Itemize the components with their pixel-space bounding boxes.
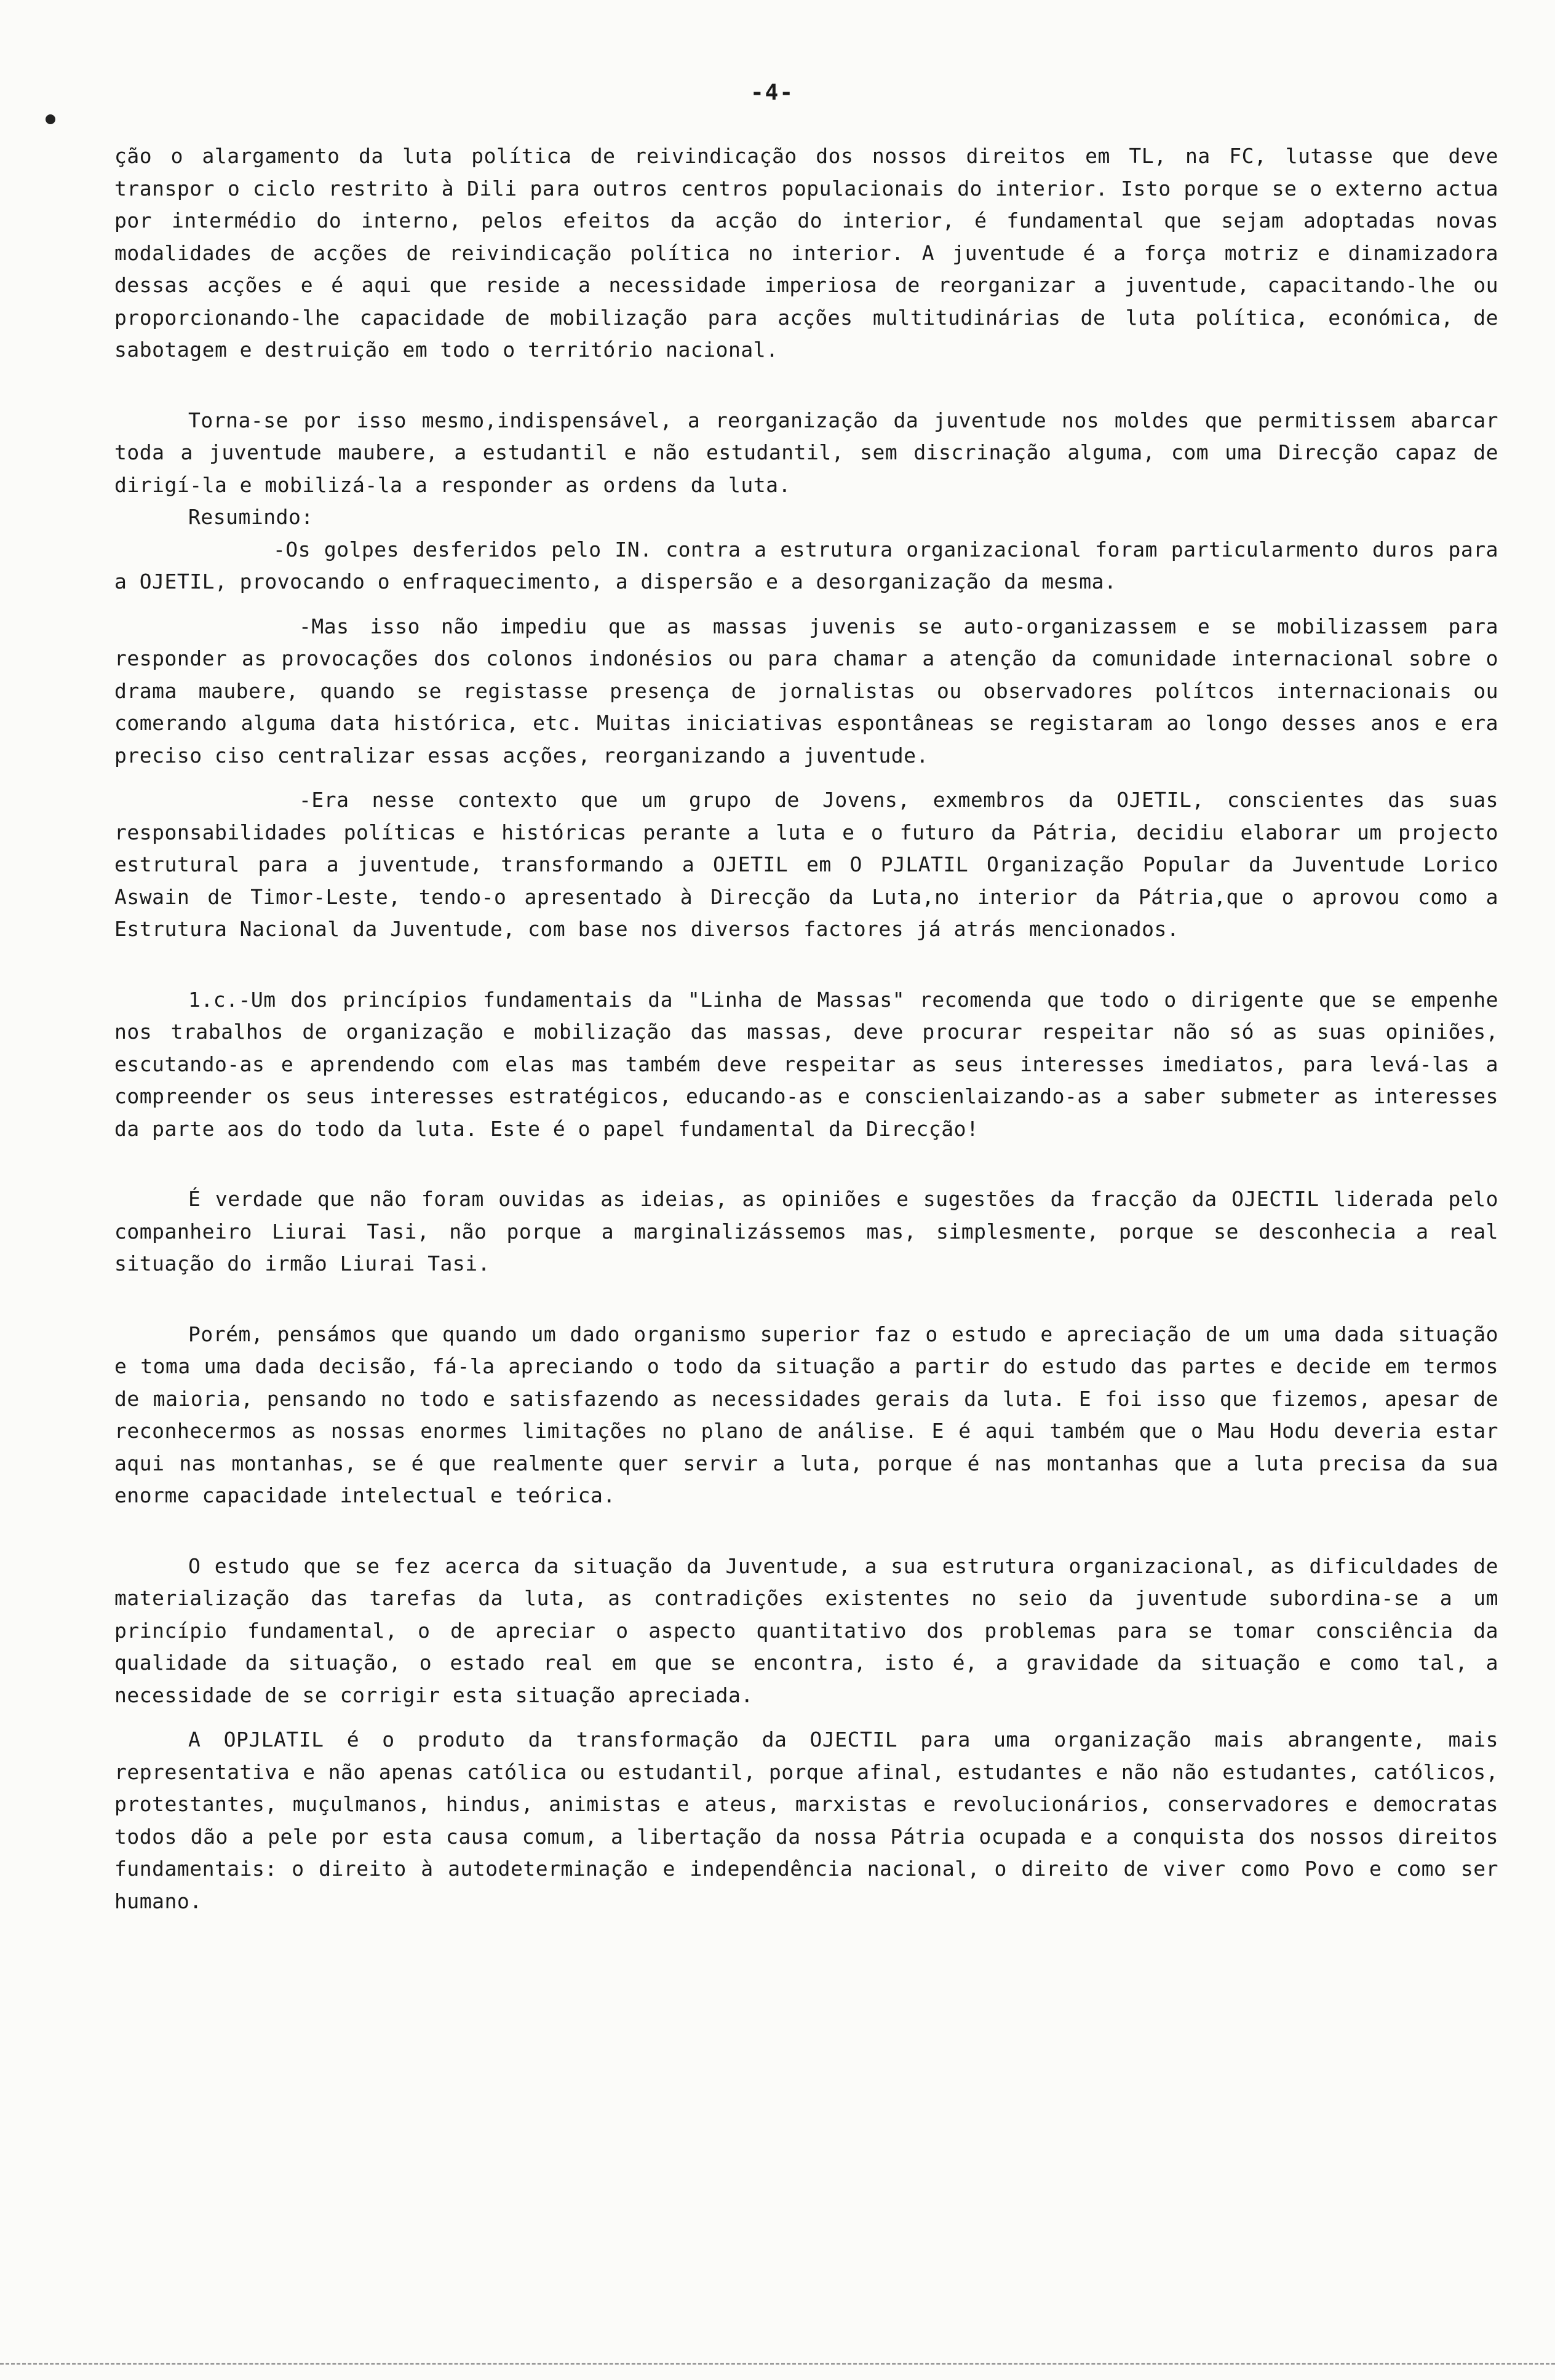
document-body	[114, 140, 1498, 1918]
paragraph: A OPJLATIL é o produto da transformação da OJECTIL para uma organização mais abrangente, mais representativa e não apenas católica ou estudantil, porque afinal, estudantes e não não estudantes, católicos, protestantes, muçulmanos, hindus, animistas e ateus, marxistas e revolucionários, conservadores e democratas todos dão a pele por esta causa comum, a libertação da nossa Pátria ocupada e a conquista dos nossos direitos fundamentais: o direito à autodeterminação e independência nacional, o direito de viver como Povo e como ser humano.	[114, 1727, 1498, 1913]
paragraph: É verdade que não foram ouvidas as ideias, as opiniões e sugestões da fracção da OJECTIL liderada pelo companheiro Liurai Tasi, não porque a marginalizássemos mas, simplesmente, porque se desconhecia a real situação do irmão Liurai Tasi.	[114, 1187, 1498, 1275]
scan-speck	[92, 43, 98, 47]
paragraph: ção o alargamento da luta política de reivindicação dos nossos direitos em TL, na FC, lutasse que deve transpor o ciclo restrito à Dili para outros centros populacionais do interior. Isto porque se o externo actua por intermédio do interno, pelos efeitos da acção do interior, é fundamental que sejam adoptadas novas modalidades de acções de reivindicação política no interior. A juventude é a força motriz e dinamizadora dessas acções e é aqui que reside a necessidade imperiosa de reorganizar a juventude, capacitando-lhe ou proporcionando-lhe capacidade de mobilização para acções multitudinárias de luta política, económica, de sabotagem e destruição em todo o território nacional.	[114, 144, 1498, 362]
summary-item: -Os golpes desferidos pelo IN. contra a estrutura organizacional foram particularmento duros para a OJETIL, provocando o enfraquecimento, a dispersão e a desorganização da mesma.	[114, 537, 1498, 593]
paragraph: 1.c.-Um dos princípios fundamentais da "Linha de Massas" recomenda que todo o dirigente que se empenhe nos trabalhos de organização e mobilização das massas, deve procurar respeitar não só as suas opiniões, escutando-as e aprendendo com elas mas também deve respeitar as seus interesses imediatos, para levá-las a compreender os seus interesses estratégicos, educando-as e conscienlaizando-as a saber submeter as interesses da parte aos do todo da luta. Este é o papel fundamental da Direcção!	[114, 987, 1498, 1141]
paragraph: Porém, pensámos que quando um dado organismo superior faz o estudo e apreciação de um uma dada situação e toma uma dada decisão, fá-la apreciando o todo da situação a partir do estudo das partes e decide em termos de maioria, pensando no todo e satisfazendo as necessidades gerais da luta. E foi isso que fizemos, apesar de reconhecermos as nossas enormes limitações no plano de análise. E é aqui também que o Mau Hodu deveria estar aqui nas montanhas, se é que realmente quer servir a luta, porque é nas montanhas que a luta precisa da sua enorme capacidade intelectual e teórica.	[114, 1322, 1498, 1507]
page-number: -4-	[750, 80, 795, 105]
summary-item: -Era nesse contexto que um grupo de Jovens, exmembros da OJETIL, conscientes das suas responsabilidades políticas e históricas perante a luta e o futuro da Pátria, decidiu elaborar um projecto estrutural para a juventude, transformando a OJETIL em O PJLATIL Organização Popular da Juventude Lorico Aswain de Timor-Leste, tendo-o apresentado à Direcção da Luta,no interior da Pátria,que o aprovou como a Estrutura Nacional da Juventude, com base nos diversos factores já atrás mencionados.	[114, 788, 1498, 941]
paragraph: Torna-se por isso mesmo,indispensável, a reorganização da juventude nos moldes que permitissem abarcar toda a juventude maubere, a estudantil e não estudantil, sem discrinação alguma, com uma Direcção capaz de dirigí-la e mobilizá-la a responder as ordens da luta.	[114, 408, 1498, 497]
footer-divider	[0, 2363, 1555, 2365]
summary-heading: Resumindo:	[188, 505, 314, 529]
summary-item: -Mas isso não impediu que as massas juvenis se auto-organizassem e se mobilizassem para responder as provocações dos colonos indonésios ou para chamar a atenção da comunidade internacional sobre o drama maubere, quando se registasse presença de jornalistas ou observadores polítcos internacionais ou comerando alguma data histórica, etc. Muitas iniciativas espontâneas se registaram ao longo desses anos e era preciso ciso centralizar essas acções, reorganizando a juventude.	[114, 614, 1498, 768]
punch-hole-mark	[46, 114, 55, 124]
paragraph: O estudo que se fez acerca da situação da Juventude, a sua estrutura organizacional, as dificuldades de materialização das tarefas da luta, as contradições existentes no seio da juventude subordina-se a um princípio fundamental, o de apreciar o aspecto quantitativo dos problemas para se tomar consciência da qualidade da situação, o estado real em que se encontra, isto é, a gravidade da situação e como tal, a necessidade de se corrigir esta situação apreciada.	[114, 1553, 1498, 1707]
